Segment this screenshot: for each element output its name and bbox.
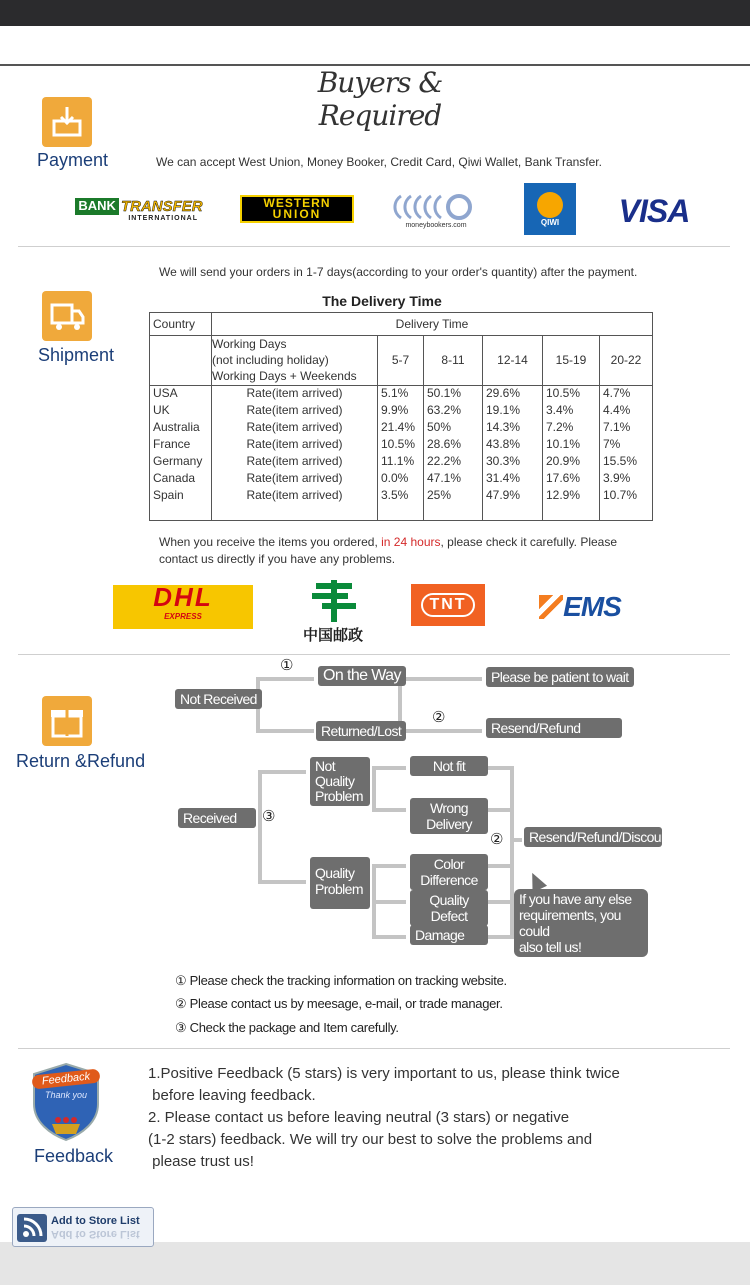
tnt-text: TNT xyxy=(421,593,474,617)
western-text: WESTERN xyxy=(263,196,331,210)
rss-icon xyxy=(17,1214,47,1242)
rate-value-cell: 47.1% xyxy=(424,471,483,488)
rate-value-cell: 43.8% xyxy=(483,437,543,454)
rate-label-cell: Rate(item arrived) xyxy=(212,403,378,420)
country-cell: France xyxy=(150,437,212,454)
wd-line-1: Working Days xyxy=(212,337,287,351)
returned-lost-box: Returned/Lost xyxy=(316,721,406,741)
rate-value-cell: 11.1% xyxy=(378,454,424,471)
country-cell: Spain xyxy=(150,488,212,521)
feedback-badge xyxy=(30,1062,102,1142)
quality-problem-box: Quality Problem xyxy=(310,857,370,909)
not-fit-box: Not fit xyxy=(410,756,488,776)
quality-defect-box: Quality Defect xyxy=(410,890,488,926)
feedback-line-3: 2. Please contact us before leaving neutral (3 stars) or negative xyxy=(148,1109,570,1126)
china-post-text: 中国邮政 xyxy=(302,625,363,644)
step-2-marker: ② xyxy=(432,709,446,726)
wd-line-2: (not including holiday) xyxy=(212,353,329,367)
rate-value-cell: 22.2% xyxy=(424,454,483,471)
ems-text: EMS xyxy=(563,591,621,622)
add-to-store-list-button[interactable] xyxy=(12,1207,154,1247)
thank-you-text: Thank you xyxy=(44,1090,88,1100)
refund-icon xyxy=(42,696,92,746)
table-row xyxy=(150,454,653,471)
rate-value-cell: 15.5% xyxy=(600,454,653,471)
rate-label-cell: Rate(item arrived) xyxy=(212,471,378,488)
country-cell: USA xyxy=(150,386,212,403)
feedback-line-1: 1.Positive Feedback (5 stars) is very important to us, please think twice xyxy=(148,1065,620,1082)
rate-value-cell: 10.1% xyxy=(543,437,600,454)
wrong-delivery-box: Wrong Delivery xyxy=(410,798,488,834)
receive-text-b: , please check it carefully. Please xyxy=(440,535,618,549)
refund-note-3: ③ Check the package and Item carefully. xyxy=(175,1020,399,1035)
moneybookers-text: moneybookers.com xyxy=(405,221,467,229)
feedback-label: Feedback xyxy=(34,1146,114,1166)
rate-value-cell: 9.9% xyxy=(378,403,424,420)
international-text: INTERNATIONAL xyxy=(128,215,198,222)
receive-text-red: in 24 hours xyxy=(381,535,441,549)
else-requirements-bubble: If you have any else requirements, you could also tell us! xyxy=(514,889,648,957)
transfer-text: TRANSFER xyxy=(120,198,203,215)
moneybookers-logo xyxy=(390,188,482,232)
receive-note xyxy=(159,534,659,568)
payment-icon xyxy=(42,97,92,147)
rate-value-cell: 3.5% xyxy=(378,488,424,521)
rate-value-cell: 4.4% xyxy=(600,403,653,420)
rate-value-cell: 31.4% xyxy=(483,471,543,488)
china-post-logo xyxy=(293,576,373,646)
qiwi-text: QIWI xyxy=(540,217,560,227)
receive-text-c: contact us directly if you have any problems. xyxy=(159,552,396,566)
country-cell: Australia xyxy=(150,420,212,437)
refund-note-2: ② Please contact us by meesage, e-mail, or trade manager. xyxy=(175,996,503,1011)
rate-value-cell: 10.7% xyxy=(600,488,653,521)
delivery-time-header: Delivery Time xyxy=(212,313,653,336)
step-3-marker: ③ xyxy=(262,808,276,825)
rate-value-cell: 14.3% xyxy=(483,420,543,437)
range-cell: 15-19 xyxy=(543,336,600,386)
rate-label-cell: Rate(item arrived) xyxy=(212,437,378,454)
range-cell: 20-22 xyxy=(600,336,653,386)
range-cell: 12-14 xyxy=(483,336,543,386)
rate-value-cell: 7.1% xyxy=(600,420,653,437)
rate-value-cell: 30.3% xyxy=(483,454,543,471)
rate-value-cell: 4.7% xyxy=(600,386,653,403)
rate-value-cell: 20.9% xyxy=(543,454,600,471)
feedback-line-5: please trust us! xyxy=(148,1153,254,1170)
tnt-logo xyxy=(411,584,485,626)
dhl-sub-text: EXPRESS xyxy=(164,612,202,621)
rate-value-cell: 0.0% xyxy=(378,471,424,488)
rate-value-cell: 28.6% xyxy=(424,437,483,454)
table-row xyxy=(150,471,653,488)
visa-logo: VISA xyxy=(618,192,690,229)
rate-value-cell: 5.1% xyxy=(378,386,424,403)
rate-value-cell: 10.5% xyxy=(543,386,600,403)
feedback-ribbon: Feedback xyxy=(31,1068,100,1089)
dhl-text: DHL xyxy=(153,582,213,612)
rate-value-cell: 47.9% xyxy=(483,488,543,521)
qiwi-circle-icon xyxy=(537,192,563,218)
working-days-cell xyxy=(212,336,378,386)
country-cell: UK xyxy=(150,403,212,420)
western-union-logo xyxy=(240,195,354,223)
received-box: Received xyxy=(178,808,256,828)
delivery-table-title: The Delivery Time xyxy=(322,293,442,309)
shipment-icon xyxy=(42,291,92,341)
china-post-icon xyxy=(308,578,358,624)
moneybookers-icon xyxy=(391,192,481,222)
color-difference-box: Color Difference xyxy=(410,854,488,890)
feedback-line-2: before leaving feedback. xyxy=(148,1087,316,1104)
ems-wing-icon xyxy=(539,595,563,619)
country-cell: Germany xyxy=(150,454,212,471)
divider-shipment xyxy=(18,654,730,655)
bottom-bar xyxy=(0,1242,750,1285)
divider-refund xyxy=(18,1048,730,1049)
payment-text: We can accept West Union, Money Booker, Credit Card, Qiwi Wallet, Bank Transfer. xyxy=(156,155,602,169)
rate-value-cell: 50.1% xyxy=(424,386,483,403)
ems-logo xyxy=(530,590,630,624)
payment-label: Payment xyxy=(37,150,109,170)
table-row xyxy=(150,488,653,521)
rate-label-cell: Rate(item arrived) xyxy=(212,386,378,403)
rate-value-cell: 50% xyxy=(424,420,483,437)
table-row xyxy=(150,420,653,437)
table-row xyxy=(150,437,653,454)
rate-value-cell: 10.5% xyxy=(378,437,424,454)
dhl-logo xyxy=(113,582,253,629)
store-label-reflection: Add to Store List xyxy=(51,1228,140,1240)
page-title: Buyers & Required xyxy=(317,66,443,132)
range-cell: 5-7 xyxy=(378,336,424,386)
table-row xyxy=(150,403,653,420)
bank-transfer-logo xyxy=(78,197,203,223)
step-2-marker: ② xyxy=(490,831,504,848)
rate-value-cell: 7% xyxy=(600,437,653,454)
rate-value-cell: 21.4% xyxy=(378,420,424,437)
rate-label-cell: Rate(item arrived) xyxy=(212,454,378,471)
rate-label-cell: Rate(item arrived) xyxy=(212,420,378,437)
country-cell: Canada xyxy=(150,471,212,488)
resend-refund-box: Resend/Refund xyxy=(486,718,622,738)
bank-text: BANK xyxy=(75,198,119,215)
shipment-text: We will send your orders in 1-7 days(according to your order's quantity) after the payment. xyxy=(159,265,638,279)
not-quality-problem-box: Not Quality Problem xyxy=(310,757,370,806)
top-bar xyxy=(0,0,750,26)
rate-value-cell: 19.1% xyxy=(483,403,543,420)
step-1-marker: ① xyxy=(280,657,294,674)
wd-line-3: Working Days + Weekends xyxy=(212,369,357,383)
rate-value-cell: 25% xyxy=(424,488,483,521)
rate-label-cell: Rate(item arrived) xyxy=(212,488,378,521)
receive-text-a: When you receive the items you ordered, xyxy=(159,535,382,549)
range-cell: 8-11 xyxy=(424,336,483,386)
rate-value-cell: 3.4% xyxy=(543,403,600,420)
qiwi-logo xyxy=(524,183,576,235)
rate-value-cell: 12.9% xyxy=(543,488,600,521)
refund-label: Return &Refund xyxy=(16,751,146,771)
resend-refund-discount-box: Resend/Refund/Discount xyxy=(524,827,662,847)
on-the-way-box: On the Way xyxy=(318,666,406,686)
feedback-line-4: (1-2 stars) feedback. We will try our best to solve the problems and xyxy=(148,1131,593,1148)
divider-payment xyxy=(18,246,730,247)
union-text: UNION xyxy=(272,207,322,221)
refund-note-1: ① Please check the tracking information on tracking website. xyxy=(175,973,507,988)
rate-value-cell: 29.6% xyxy=(483,386,543,403)
rate-value-cell: 63.2% xyxy=(424,403,483,420)
delivery-table xyxy=(149,312,653,521)
shipment-label: Shipment xyxy=(38,345,115,365)
rate-value-cell: 17.6% xyxy=(543,471,600,488)
store-label: Add to Store List xyxy=(51,1215,140,1227)
not-received-box: Not Received xyxy=(175,689,262,709)
country-header: Country xyxy=(150,313,212,336)
table-row xyxy=(150,386,653,403)
damage-box: Damage xyxy=(410,925,488,945)
patient-wait-box: Please be patient to wait xyxy=(486,667,634,687)
rate-value-cell: 3.9% xyxy=(600,471,653,488)
rate-value-cell: 7.2% xyxy=(543,420,600,437)
